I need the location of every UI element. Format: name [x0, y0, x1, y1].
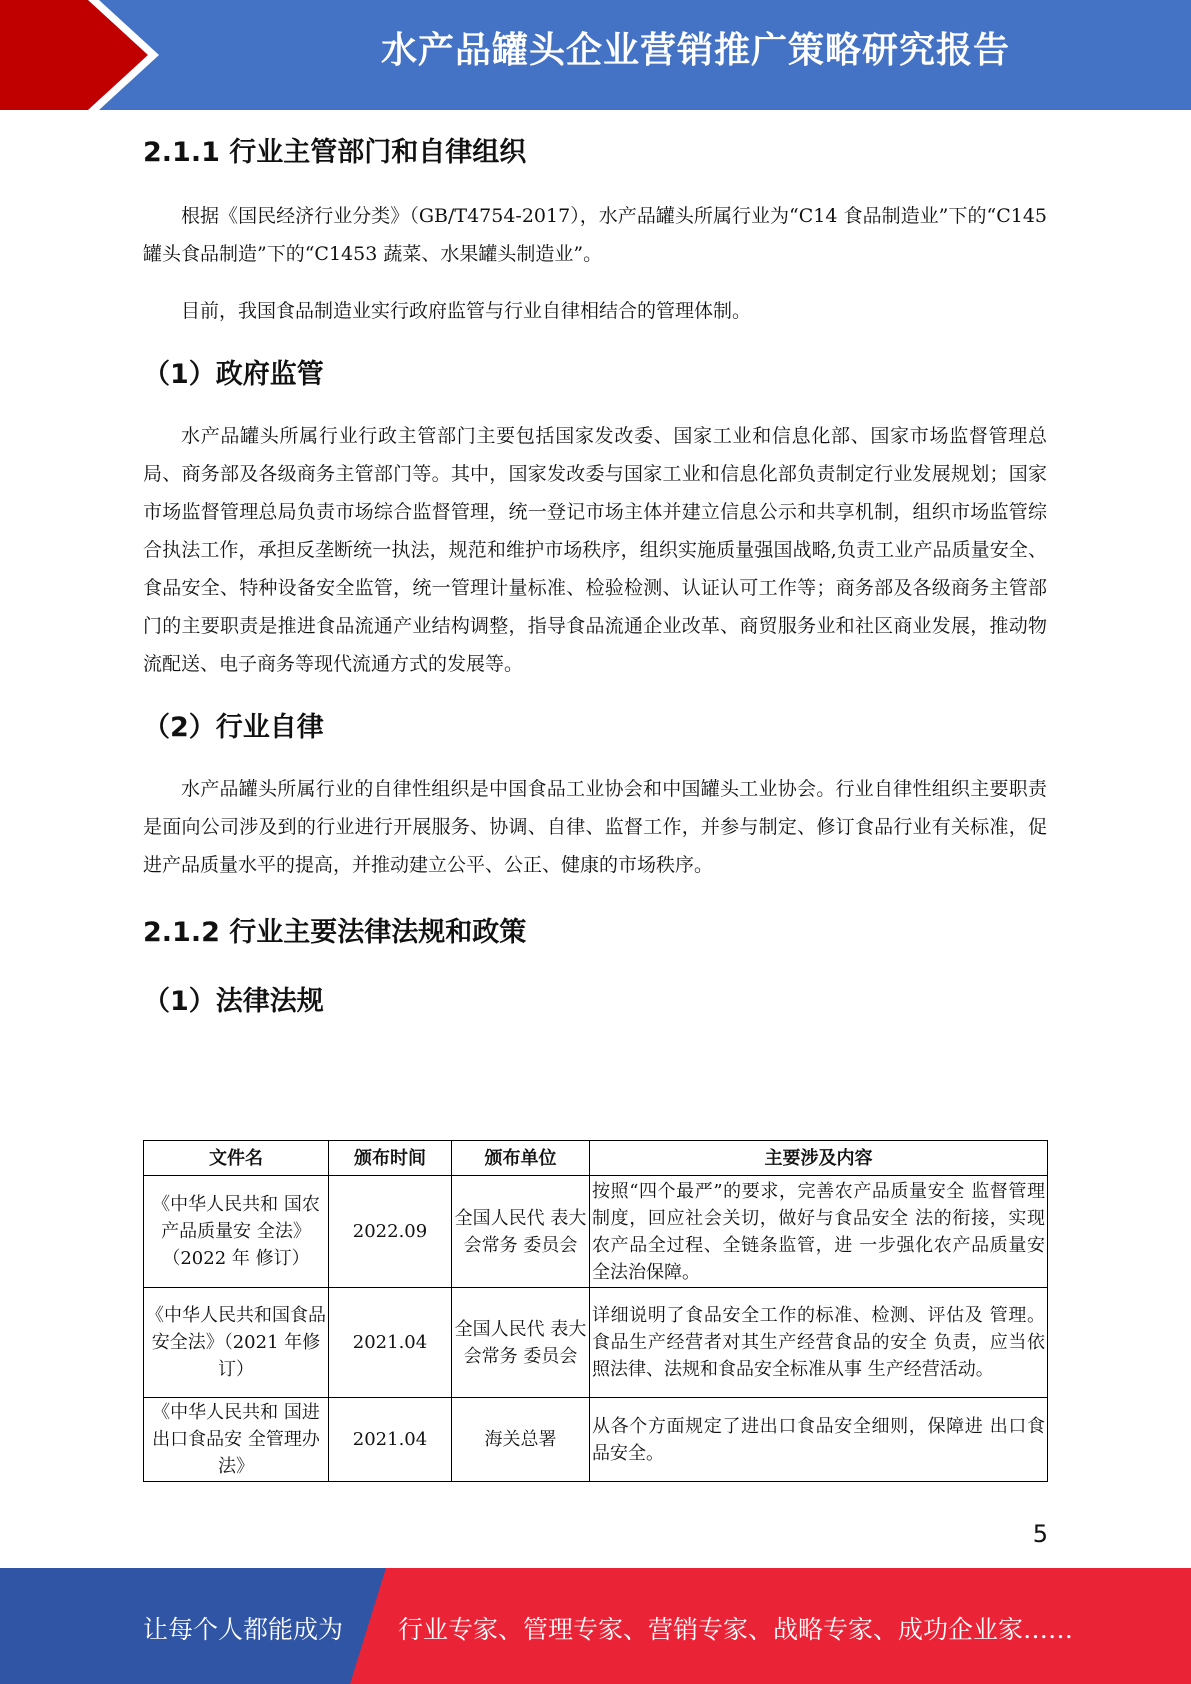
cell-file-name: 《中华人民共和国食品安全法》（2021 年修订） [144, 1288, 329, 1398]
cell-file-name: 《中华人民共和 国农产品质量安 全法》（2022 年 修订） [144, 1176, 329, 1288]
cell-content: 按照“四个最严”的要求，完善农产品质量安全 监督管理制度，回应社会关切，做好与食品安全 法的衔接，实现农产品全过程、全链条监管，进 一步强化农产品质量安全法治保障。 [590, 1176, 1048, 1288]
cell-issuer: 全国人民代 表大会常务 委员会 [452, 1176, 590, 1288]
subheading-laws-regulations: （1）法律法规 [143, 986, 324, 1017]
paragraph-industry-classification: 根据《国民经济行业分类》（GB/T4754-2017），水产品罐头所属行业为“C14 食品制造业”下的“C145 罐头食品制造”下的“C1453 蔬菜、水果罐头制造业”。 [143, 205, 1047, 265]
page-header [0, 0, 1191, 110]
paragraph-government-regulation: 水产品罐头所属行业行政主管部门主要包括国家发改委、国家工业和信息化部、国家市场监督管理总局、商务部及各级商务主管部门等。其中，国家发改委与国家工业和信息化部负责制定行业发展规划；国家市场监督管理总局负责市场综合监督管理，统一登记市场主体并建立信息公示和共享机制，组织市场监管综合执法工作，承担反垄断统一执法，规范和维护市场秩序，组织实施质量强国战略,负责工业产品质量安全、食品安全、特种设备安全监管，统一管理计量标准、检验检测、认证认可工作等；商务部及各级商务主管部门的主要职责是推进食品流通产业结构调整，指导食品流通企业改革、商贸服务业和社区商业发展，推动物流配送、电子商务等现代流通方式的发展等。 [143, 425, 1047, 675]
subheading-industry-self-regulation: （2）行业自律 [143, 712, 324, 743]
column-header-file-name: 文件名 [144, 1141, 329, 1176]
column-header-issuer: 颁布单位 [452, 1141, 590, 1176]
paragraph-management-system: 目前，我国食品制造业实行政府监管与行业自律相结合的管理体制。 [181, 300, 752, 322]
subheading-government-regulation: （1）政府监管 [143, 359, 324, 390]
column-header-date: 颁布时间 [329, 1141, 452, 1176]
header-chevron-decoration [0, 0, 260, 110]
page-footer [0, 1568, 1191, 1684]
cell-date: 2022.09 [329, 1176, 452, 1288]
laws-table [143, 1140, 1048, 1482]
page-number: 5 [1032, 1520, 1048, 1548]
cell-issuer: 海关总署 [452, 1398, 590, 1482]
section-heading-2-1-2: 2.1.2 行业主要法律法规和政策 [143, 917, 527, 948]
table-row [144, 1176, 1048, 1288]
cell-content: 详细说明了食品安全工作的标准、检测、评估及 管理。食品生产经营者对其生产经营食品的安全 负责，应当依照法律、法规和食品安全标准从事 生产经营活动。 [590, 1288, 1048, 1398]
cell-content: 从各个方面规定了进出口食品安全细则，保障进 出口食品安全。 [590, 1398, 1048, 1482]
column-header-content: 主要涉及内容 [590, 1141, 1048, 1176]
footer-slogan-right: 行业专家、管理专家、营销专家、战略专家、成功企业家…… [398, 1615, 1074, 1644]
cell-issuer: 全国人民代 表大会常务 委员会 [452, 1288, 590, 1398]
footer-slogan-left: 让每个人都能成为 [143, 1615, 344, 1644]
paragraph-industry-self-regulation: 水产品罐头所属行业的自律性组织是中国食品工业协会和中国罐头工业协会。行业自律性组织主要职责是面向公司涉及到的行业进行开展服务、协调、自律、监督工作，并参与制定、修订食品行业有关标准，促进产品质量水平的提高，并推动建立公平、公正、健康的市场秩序。 [143, 778, 1047, 876]
report-title: 水产品罐头企业营销推广策略研究报告 [380, 30, 1010, 71]
cell-date: 2021.04 [329, 1398, 452, 1482]
main-content [143, 110, 1047, 1018]
section-heading-2-1-1: 2.1.1 行业主管部门和自律组织 [143, 137, 527, 168]
cell-date: 2021.04 [329, 1288, 452, 1398]
table-header-row [144, 1141, 1048, 1176]
table-row [144, 1288, 1048, 1398]
table-row [144, 1398, 1048, 1482]
cell-file-name: 《中华人民共和 国进出口食品安 全管理办法》 [144, 1398, 329, 1482]
